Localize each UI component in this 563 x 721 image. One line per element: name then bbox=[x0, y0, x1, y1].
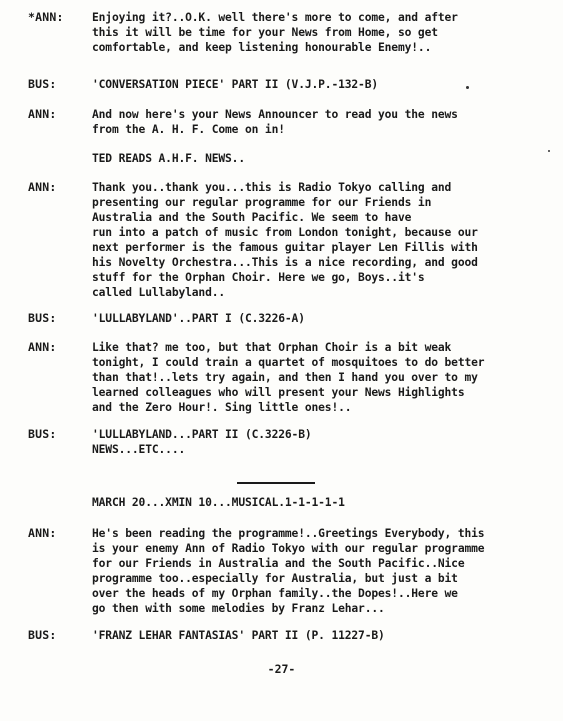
dialogue-line: Thank you..thank you...this is Radio Tokyo calling and bbox=[92, 181, 452, 194]
cue-line: 'LULLABYLAND...PART II (C.3226-B) bbox=[92, 428, 312, 441]
dialogue-line: go then with some melodies by Franz Lehar... bbox=[92, 602, 385, 615]
cue-text bbox=[92, 628, 548, 643]
speaker-label: BUS: bbox=[28, 311, 57, 325]
dialogue-line: for our Friends in Australia and the South Pacific..Nice bbox=[92, 557, 465, 570]
cue-text bbox=[92, 77, 548, 92]
scan-speck bbox=[548, 150, 550, 152]
dialogue-line: stuff for the Orphan Choir. Here we go, Boys..it's bbox=[92, 271, 425, 284]
dialogue-text bbox=[92, 107, 548, 137]
script-entry bbox=[28, 526, 548, 616]
script-entry bbox=[28, 107, 548, 137]
page-number: -27- bbox=[267, 662, 296, 676]
dialogue-line: and the Zero Hour!. Sing little ones!.. bbox=[92, 401, 352, 414]
section-heading: MARCH 20...XMIN 10...MUSICAL.1-1-1-1-1 bbox=[92, 496, 345, 509]
script-entry bbox=[28, 180, 548, 300]
dialogue-line: Enjoying it?..O.K. well there's more to come, and after bbox=[92, 11, 458, 24]
cue-text bbox=[92, 311, 548, 326]
script-entry bbox=[28, 311, 548, 326]
cue-text bbox=[92, 427, 548, 457]
dialogue-line: And now here's your News Announcer to read you the news bbox=[92, 108, 458, 121]
dialogue-text bbox=[92, 340, 548, 415]
dialogue-text bbox=[92, 180, 548, 300]
dialogue-line: programme too..especially for Australia, but just a bit bbox=[92, 572, 458, 585]
stage-direction: TED READS A.H.F. NEWS.. bbox=[92, 152, 245, 165]
cue-line: 'FRANZ LEHAR FANTASIAS' PART II (P. 11227-B) bbox=[92, 629, 385, 642]
scan-speck bbox=[466, 86, 469, 89]
dialogue-line: his Novelty Orchestra...This is a nice recording, and good bbox=[92, 256, 478, 269]
speaker-label: ANN: bbox=[28, 180, 57, 194]
dialogue-line: presenting our regular programme for our Friends in bbox=[92, 196, 432, 209]
dialogue-line: over the heads of my Orphan family..the Dopes!..Here we bbox=[92, 587, 458, 600]
cue-line: NEWS...ETC.... bbox=[92, 443, 186, 456]
dialogue-line: learned colleagues who will present your News Highlights bbox=[92, 386, 465, 399]
script-entry bbox=[28, 340, 548, 415]
speaker-label: *ANN: bbox=[28, 10, 64, 24]
dialogue-line: He's been reading the programme!..Greetings Everybody, this bbox=[92, 527, 485, 540]
speaker-label: ANN: bbox=[28, 107, 57, 121]
section-divider bbox=[237, 482, 315, 484]
cue-line: 'LULLABYLAND'..PART I (C.3226-A) bbox=[92, 312, 305, 325]
speaker-label: ANN: bbox=[28, 340, 57, 354]
speaker-label: ANN: bbox=[28, 526, 57, 540]
speaker-label: BUS: bbox=[28, 77, 57, 91]
speaker-label: BUS: bbox=[28, 427, 57, 441]
cue-line: 'CONVERSATION PIECE' PART II (V.J.P.-132-B) bbox=[92, 78, 379, 91]
script-entry bbox=[28, 628, 548, 643]
dialogue-text bbox=[92, 526, 548, 616]
dialogue-line: Australia and the South Pacific. We seem to have bbox=[92, 211, 412, 224]
dialogue-line: is your enemy Ann of Radio Tokyo with our regular programme bbox=[92, 542, 485, 555]
dialogue-text bbox=[92, 10, 548, 55]
dialogue-line: called Lullabyland.. bbox=[92, 286, 226, 299]
script-entry bbox=[28, 10, 548, 55]
dialogue-line: tonight, I could train a quartet of mosquitoes to do better bbox=[92, 356, 485, 369]
dialogue-line: Like that? me too, but that Orphan Choir is a bit weak bbox=[92, 341, 452, 354]
dialogue-line: this it will be time for your News from Home, so get bbox=[92, 26, 438, 39]
dialogue-line: than that!..lets try again, and then I hand you over to my bbox=[92, 371, 478, 384]
dialogue-line: from the A. H. F. Come on in! bbox=[92, 123, 285, 136]
dialogue-line: next performer is the famous guitar player Len Fillis with bbox=[92, 241, 478, 254]
script-entry bbox=[28, 77, 548, 92]
dialogue-line: run into a patch of music from London tonight, because our bbox=[92, 226, 478, 239]
dialogue-line: comfortable, and keep listening honourable Enemy!.. bbox=[92, 41, 432, 54]
speaker-label: BUS: bbox=[28, 628, 57, 642]
script-entry bbox=[28, 427, 548, 457]
